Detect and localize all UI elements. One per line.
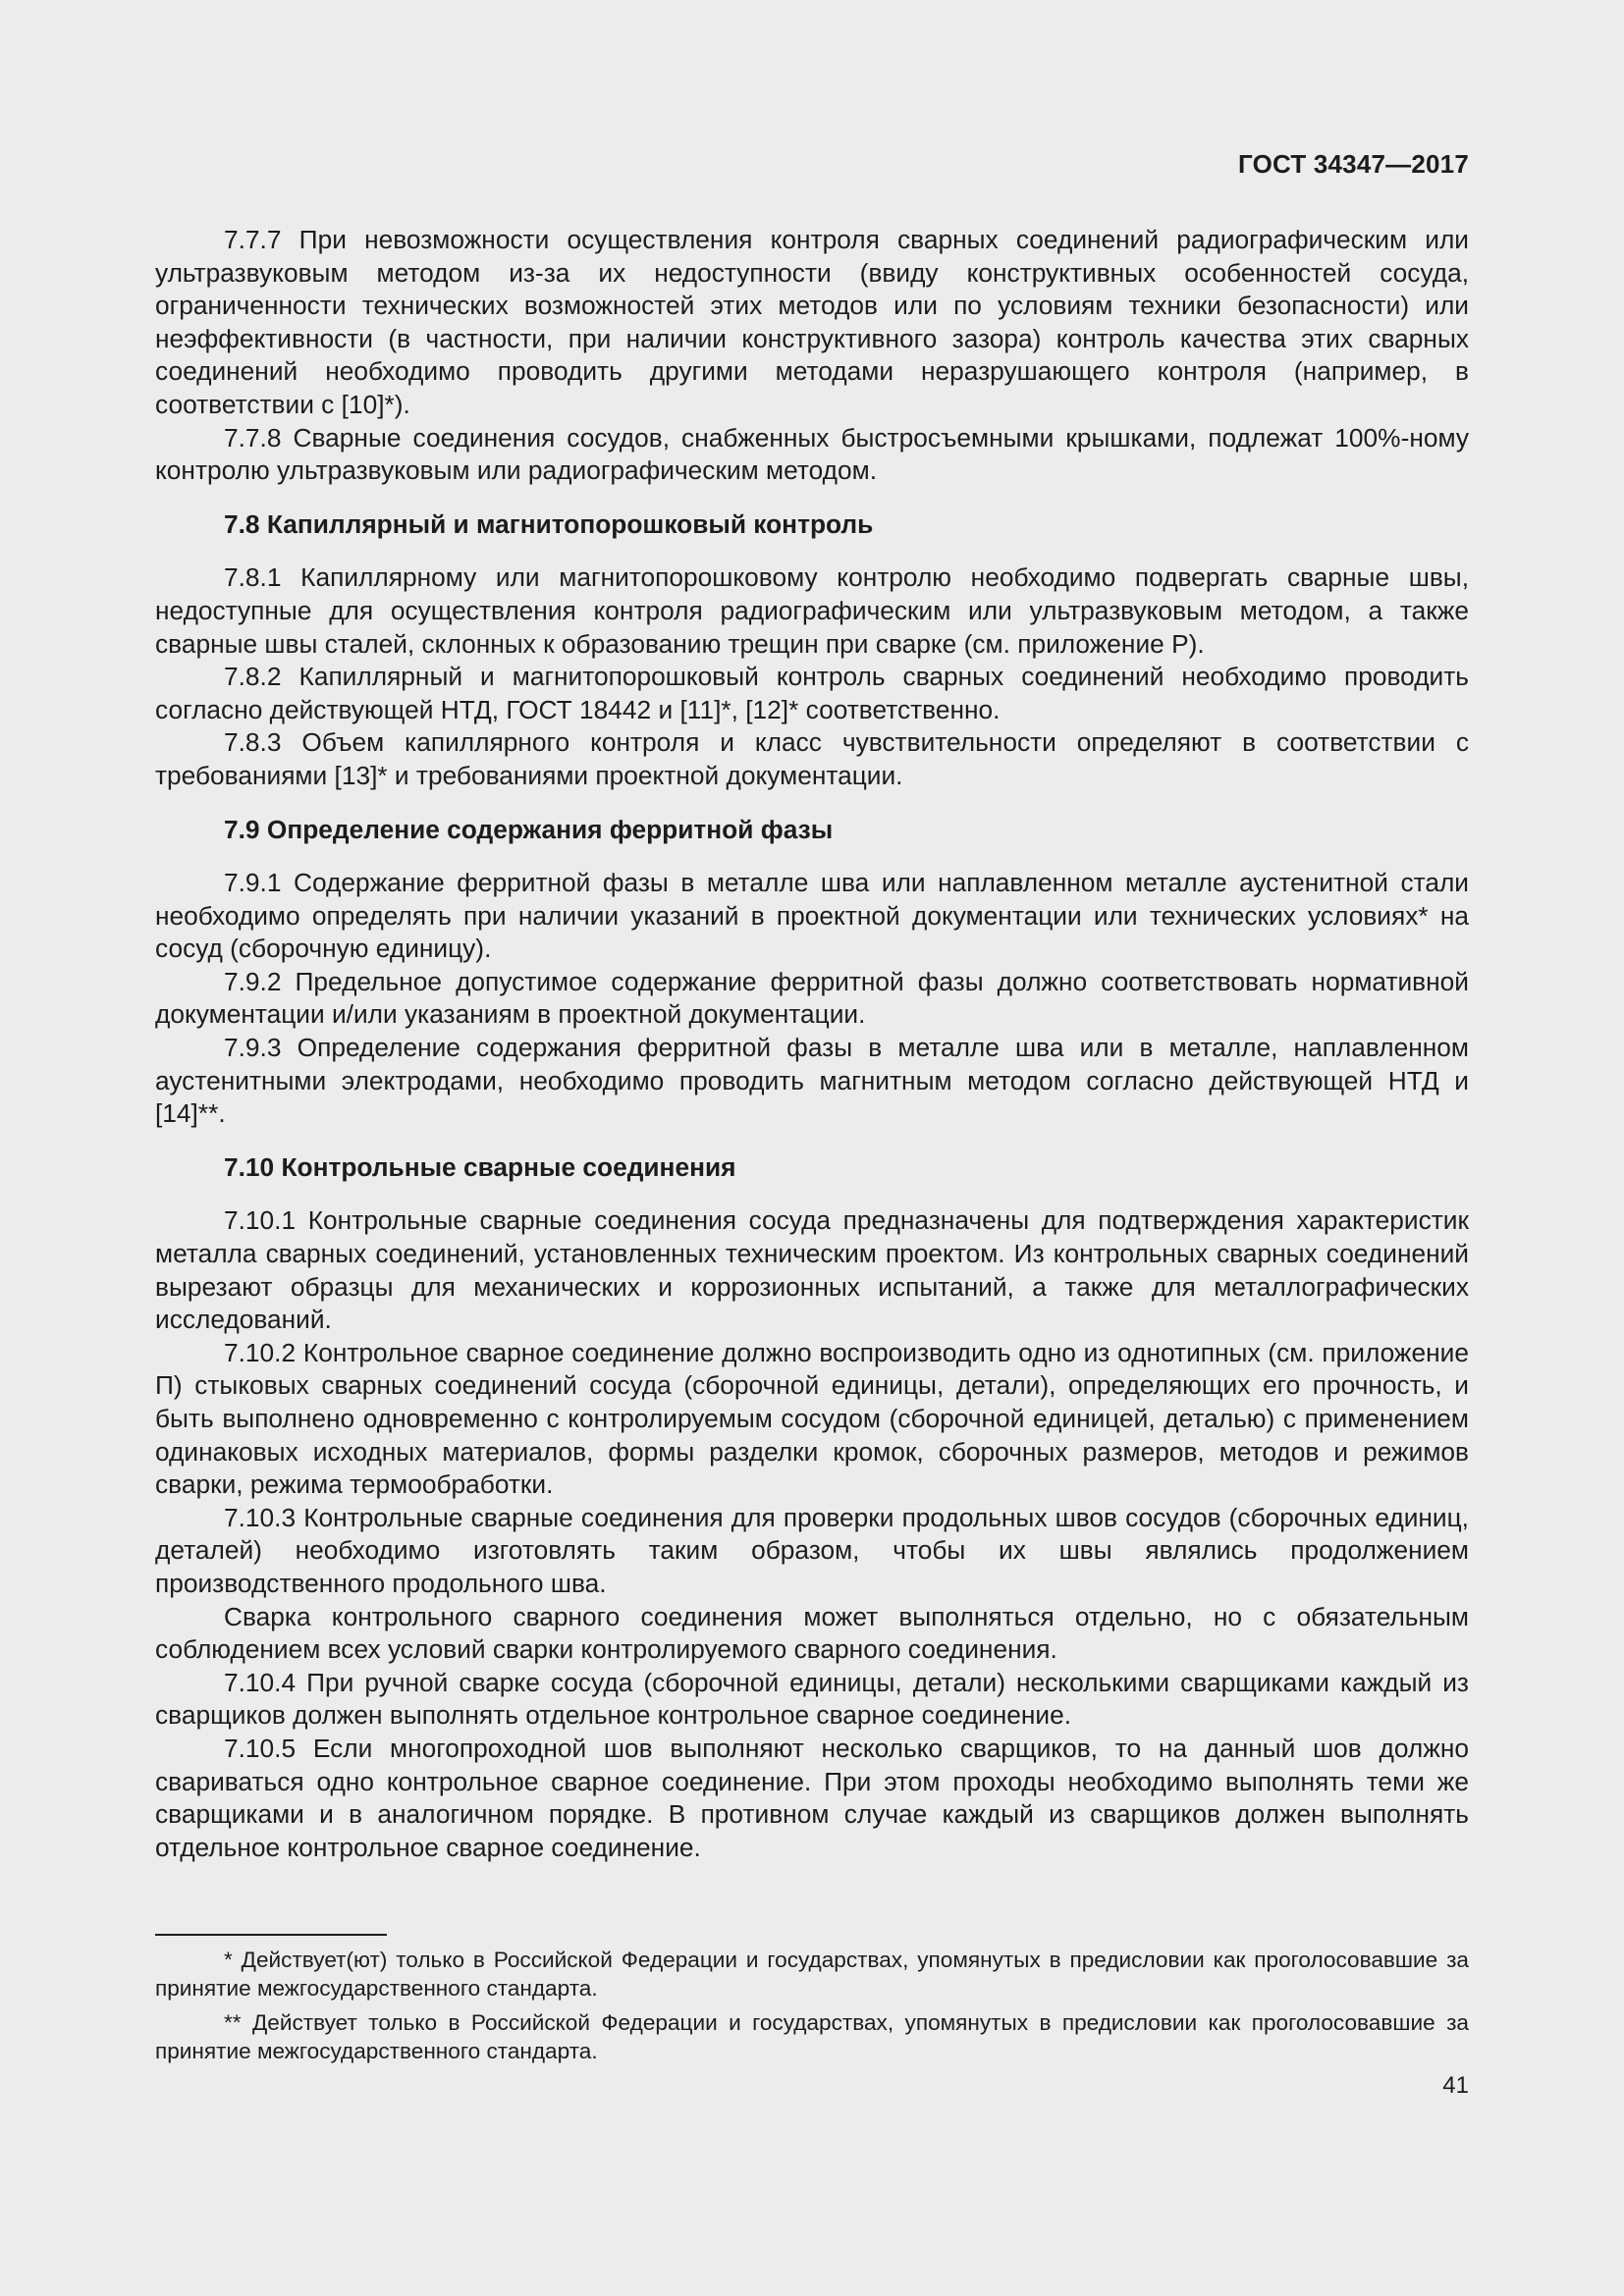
paragraph-7-10-1: 7.10.1 Контрольные сварные соединения сосуда предназначены для подтверждения характеристик металла сварных соединений, установленных техническим проектом. Из контрольных сварных соединений вырезают образцы для механических и коррозионных испытаний, а также для металлографических исследований. — [155, 1205, 1469, 1335]
section-heading-7-10: 7.10 Контрольные сварные соединения — [224, 1151, 736, 1182]
paragraph-7-7-7: 7.7.7 При невозможности осуществления контроля сварных соединений радиографическим или ультразвуковым методом из-за их недоступности (ввиду конструктивных особенностей сосуда, ограниченности технических возможностей этих методов или по условиям техники безопасности) или неэффективности (в частности, при наличии конструктивного зазора) контроль качества этих сварных соединений необходимо проводить другими методами неразрушающего контроля (например, в соответствии с [10]*). — [155, 225, 1469, 419]
paragraph-7-7-8: 7.7.8 Сварные соединения сосудов, снабженных быстросъемными крышками, подлежат 100%-ному контролю ультразвуковым или радиографическим методом. — [155, 422, 1469, 486]
paragraph-7-10-3: 7.10.3 Контрольные сварные соединения для проверки продольных швов сосудов (сборочных единиц, деталей) необходимо изготовлять таким образом, чтобы их швы являлись продолжением производственного продольного шва. — [155, 1502, 1469, 1598]
footnote-2: ** Действует только в Российской Федерации и государствах, упомянутых в предисловии как проголосовавшие за принятие межгосударственного стандарта. — [155, 2010, 1469, 2063]
document-header: ГОСТ 34347—2017 — [1238, 149, 1469, 179]
paragraph-7-8-1: 7.8.1 Капиллярному или магнитопорошковому контролю необходимо подвергать сварные швы, недоступные для осуществления контроля радиографическим или ультразвуковым методом, а также сварные швы сталей, склонных к образованию трещин при сварке (см. приложение Р). — [155, 562, 1469, 659]
paragraph-7-10-5: 7.10.5 Если многопроходной шов выполняют несколько сварщиков, то на данный шов должно свариваться одно контрольное сварное соединение. При этом проходы необходимо выполнять теми же сварщиками и в аналогичном порядке. В противном случае каждый из сварщиков должен выполнять отдельное контрольное сварное соединение. — [155, 1733, 1469, 1862]
footnote-separator — [155, 1934, 387, 1936]
paragraph-7-10-2: 7.10.2 Контрольное сварное соединение должно воспроизводить одно из однотипных (см. приложение П) стыковых сварных соединений сосуда (сборочной единицы, детали), определяющих его прочность, и быть выполнено одновременно с контролируемым сосудом (сборочной единицей, деталью) с применением одинаковых исходных материалов, формы разделки кромок, сборочных размеров, методов и режимов сварки, режима термообработки. — [155, 1337, 1469, 1500]
paragraph-7-9-1: 7.9.1 Содержание ферритной фазы в металле шва или наплавленном металле аустенитной стали необходимо определять при наличии указаний в проектной документации или технических условиях* на сосуд (сборочную единицу). — [155, 868, 1469, 964]
paragraph-7-10-3-continued: Сварка контрольного сварного соединения может выполняться отдельно, но с обязательным соблюдением всех условий сварки контролируемого сварного соединения. — [155, 1601, 1469, 1665]
paragraph-7-8-2: 7.8.2 Капиллярный и магнитопорошковый контроль сварных соединений необходимо проводить согласно действующей НТД, ГОСТ 18442 и [11]*, [12]* соответственно. — [155, 662, 1469, 724]
document-body — [155, 224, 1469, 1864]
paragraph-7-9-2: 7.9.2 Предельное допустимое содержание ферритной фазы должно соответствовать нормативной документации и/или указаниям в проектной документации. — [155, 966, 1469, 1030]
footnotes — [155, 1934, 1469, 2071]
paragraph-7-10-4: 7.10.4 При ручной сварке сосуда (сборочной единицы, детали) несколькими сварщиками каждый из сварщиков должен выполнять отдельное контрольное сварное соединение. — [155, 1667, 1469, 1731]
footnote-1: * Действует(ют) только в Российской Федерации и государствах, упомянутых в предисловии как проголосовавшие за принятие межгосударственного стандарта. — [155, 1948, 1469, 2001]
paragraph-7-8-3: 7.8.3 Объем капиллярного контроля и класс чувствительности определяют в соответствии с требованиями [13]* и требованиями проектной документации. — [155, 727, 1469, 790]
paragraph-7-9-3: 7.9.3 Определение содержания ферритной фазы в металле шва или в металле, наплавленном аустенитными электродами, необходимо проводить магнитным методом согласно действующей НТД и [14]**. — [155, 1033, 1469, 1129]
page-number: 41 — [1442, 2072, 1469, 2099]
section-heading-7-8: 7.8 Капиллярный и магнитопорошковый контроль — [224, 508, 874, 539]
section-heading-7-9: 7.9 Определение содержания ферритной фазы — [224, 814, 834, 844]
